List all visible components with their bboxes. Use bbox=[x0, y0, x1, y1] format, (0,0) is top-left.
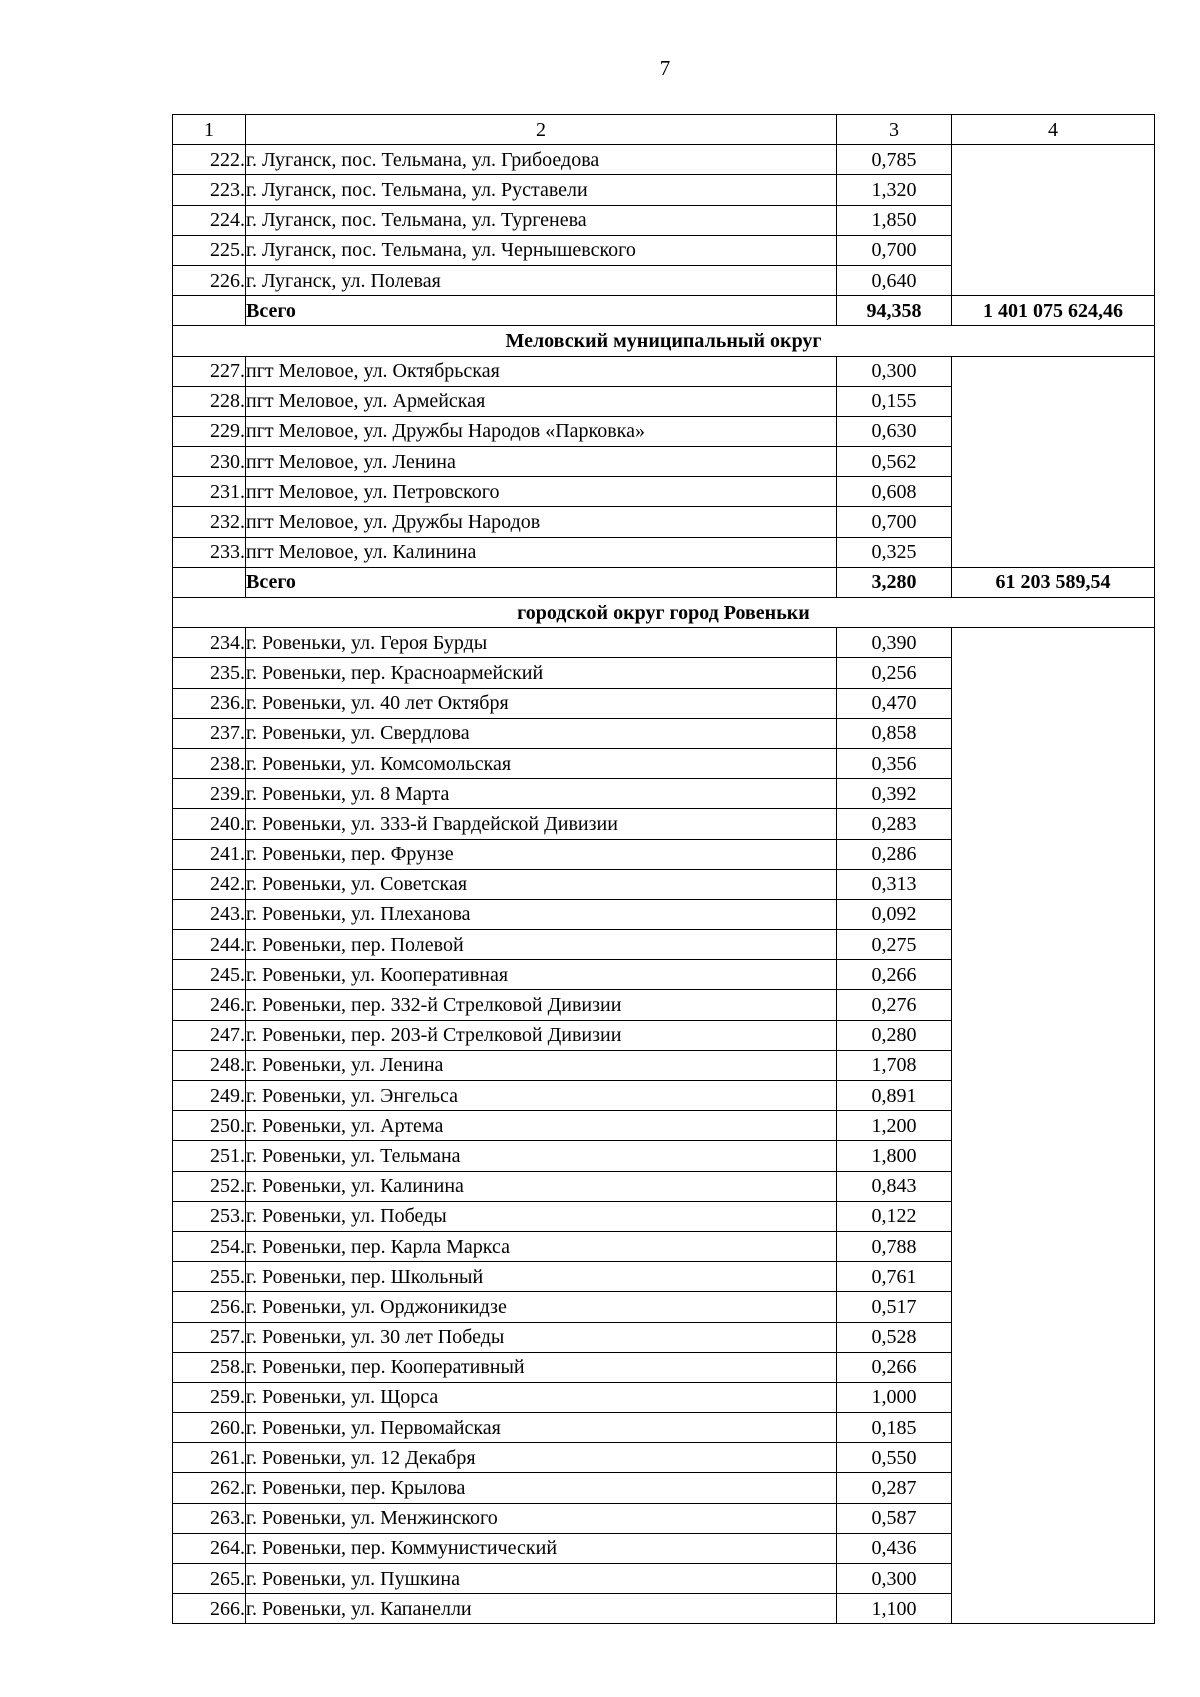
row-number: 262. bbox=[173, 1473, 246, 1503]
row-number: 229. bbox=[173, 416, 246, 446]
row-number: 242. bbox=[173, 869, 246, 899]
row-number: 264. bbox=[173, 1533, 246, 1563]
road-name: г. Ровеньки, ул. Калинина bbox=[246, 1171, 837, 1201]
row-number: 245. bbox=[173, 960, 246, 990]
total-row bbox=[173, 567, 1155, 597]
road-length: 0,313 bbox=[837, 869, 952, 899]
road-length: 0,276 bbox=[837, 990, 952, 1020]
row-number: 266. bbox=[173, 1594, 246, 1624]
block-sum-cell bbox=[952, 628, 1155, 1624]
road-length: 0,562 bbox=[837, 447, 952, 477]
road-length: 1,708 bbox=[837, 1050, 952, 1080]
total-number-empty bbox=[173, 296, 246, 326]
road-length: 0,608 bbox=[837, 477, 952, 507]
road-length: 0,283 bbox=[837, 809, 952, 839]
row-number: 225. bbox=[173, 235, 246, 265]
road-length: 0,275 bbox=[837, 930, 952, 960]
total-sum: 1 401 075 624,46 bbox=[952, 296, 1155, 326]
road-length: 0,700 bbox=[837, 235, 952, 265]
road-name: пгт Меловое, ул. Калинина bbox=[246, 537, 837, 567]
road-length: 0,256 bbox=[837, 658, 952, 688]
row-number: 256. bbox=[173, 1292, 246, 1322]
road-name: г. Ровеньки, ул. 8 Марта bbox=[246, 779, 837, 809]
road-name: г. Ровеньки, ул. Первомайская bbox=[246, 1413, 837, 1443]
row-number: 258. bbox=[173, 1352, 246, 1382]
row-number: 236. bbox=[173, 688, 246, 718]
row-number: 259. bbox=[173, 1382, 246, 1412]
road-length: 0,630 bbox=[837, 416, 952, 446]
road-length: 0,436 bbox=[837, 1533, 952, 1563]
road-length: 0,761 bbox=[837, 1262, 952, 1292]
column-number-3: 3 bbox=[837, 115, 952, 145]
row-number: 263. bbox=[173, 1503, 246, 1533]
road-name: г. Ровеньки, ул. Пушкина bbox=[246, 1564, 837, 1594]
row-number: 232. bbox=[173, 507, 246, 537]
road-name: пгт Меловое, ул. Дружбы Народов bbox=[246, 507, 837, 537]
road-name: г. Ровеньки, ул. Энгельса bbox=[246, 1081, 837, 1111]
row-number: 265. bbox=[173, 1564, 246, 1594]
row-number: 254. bbox=[173, 1231, 246, 1261]
road-name: г. Ровеньки, ул. Свердлова bbox=[246, 718, 837, 748]
road-name: г. Ровеньки, пер. Фрунзе bbox=[246, 839, 837, 869]
row-number: 249. bbox=[173, 1081, 246, 1111]
column-number-4: 4 bbox=[952, 115, 1155, 145]
section-header-row bbox=[173, 598, 1155, 628]
road-name: г. Ровеньки, ул. Щорса bbox=[246, 1382, 837, 1412]
row-number: 246. bbox=[173, 990, 246, 1020]
road-name: г. Луганск, пос. Тельмана, ул. Грибоедова bbox=[246, 145, 837, 175]
row-number: 238. bbox=[173, 748, 246, 778]
row-number: 235. bbox=[173, 658, 246, 688]
road-name: г. Ровеньки, ул. Ленина bbox=[246, 1050, 837, 1080]
road-length: 0,185 bbox=[837, 1413, 952, 1443]
row-number: 260. bbox=[173, 1413, 246, 1443]
road-name: пгт Меловое, ул. Ленина bbox=[246, 447, 837, 477]
road-name: пгт Меловое, ул. Армейская bbox=[246, 386, 837, 416]
road-name: г. Ровеньки, ул. Комсомольская bbox=[246, 748, 837, 778]
row-number: 228. bbox=[173, 386, 246, 416]
road-length: 0,587 bbox=[837, 1503, 952, 1533]
road-name: г. Ровеньки, пер. 203-й Стрелковой Дивизии bbox=[246, 1020, 837, 1050]
road-name: г. Ровеньки, ул. Капанелли bbox=[246, 1594, 837, 1624]
row-number: 241. bbox=[173, 839, 246, 869]
road-length: 0,300 bbox=[837, 356, 952, 386]
row-number: 261. bbox=[173, 1443, 246, 1473]
road-name: г. Ровеньки, ул. Орджоникидзе bbox=[246, 1292, 837, 1322]
block-sum-cell bbox=[952, 145, 1155, 296]
road-name: г. Ровеньки, ул. Советская bbox=[246, 869, 837, 899]
road-length: 0,280 bbox=[837, 1020, 952, 1050]
total-sum: 61 203 589,54 bbox=[952, 567, 1155, 597]
road-name: г. Ровеньки, ул. Тельмана bbox=[246, 1141, 837, 1171]
total-length: 3,280 bbox=[837, 567, 952, 597]
road-length: 0,325 bbox=[837, 537, 952, 567]
road-length: 0,287 bbox=[837, 1473, 952, 1503]
road-name: г. Ровеньки, ул. Героя Бурды bbox=[246, 628, 837, 658]
road-name: г. Ровеньки, пер. Крылова bbox=[246, 1473, 837, 1503]
road-length: 0,300 bbox=[837, 1564, 952, 1594]
road-length: 0,470 bbox=[837, 688, 952, 718]
row-number: 257. bbox=[173, 1322, 246, 1352]
road-name: г. Ровеньки, пер. 332-й Стрелковой Дивизии bbox=[246, 990, 837, 1020]
road-name: г. Ровеньки, пер. Красноармейский bbox=[246, 658, 837, 688]
road-name: г. Ровеньки, ул. 30 лет Победы bbox=[246, 1322, 837, 1352]
road-length: 0,155 bbox=[837, 386, 952, 416]
row-number: 252. bbox=[173, 1171, 246, 1201]
road-length: 0,788 bbox=[837, 1231, 952, 1261]
row-number: 240. bbox=[173, 809, 246, 839]
road-length: 1,100 bbox=[837, 1594, 952, 1624]
row-number: 251. bbox=[173, 1141, 246, 1171]
road-length: 1,800 bbox=[837, 1141, 952, 1171]
table-row bbox=[173, 356, 1155, 386]
road-name: г. Луганск, пос. Тельмана, ул. Руставели bbox=[246, 175, 837, 205]
road-length: 0,286 bbox=[837, 839, 952, 869]
column-number-2: 2 bbox=[246, 115, 837, 145]
road-name: г. Луганск, пос. Тельмана, ул. Чернышевского bbox=[246, 235, 837, 265]
road-length: 0,843 bbox=[837, 1171, 952, 1201]
road-name: г. Ровеньки, ул. 333-й Гвардейской Дивизии bbox=[246, 809, 837, 839]
road-length: 0,891 bbox=[837, 1081, 952, 1111]
road-length: 0,700 bbox=[837, 507, 952, 537]
section-title: Меловский муниципальный округ bbox=[173, 326, 1155, 356]
road-name: пгт Меловое, ул. Октябрьская bbox=[246, 356, 837, 386]
row-number: 237. bbox=[173, 718, 246, 748]
road-name: г. Ровеньки, ул. Плеханова bbox=[246, 899, 837, 929]
table-row bbox=[173, 145, 1155, 175]
road-length: 0,528 bbox=[837, 1322, 952, 1352]
road-length: 1,850 bbox=[837, 205, 952, 235]
block-sum-cell bbox=[952, 356, 1155, 567]
column-number-row bbox=[173, 115, 1155, 145]
road-length: 1,320 bbox=[837, 175, 952, 205]
road-name: г. Ровеньки, ул. 40 лет Октября bbox=[246, 688, 837, 718]
road-length: 0,858 bbox=[837, 718, 952, 748]
road-name: г. Ровеньки, ул. Артема bbox=[246, 1111, 837, 1141]
section-header-row bbox=[173, 326, 1155, 356]
road-length: 0,640 bbox=[837, 265, 952, 295]
total-label: Всего bbox=[246, 296, 837, 326]
road-length: 0,392 bbox=[837, 779, 952, 809]
road-length: 0,092 bbox=[837, 899, 952, 929]
road-name: пгт Меловое, ул. Дружбы Народов «Парковка» bbox=[246, 416, 837, 446]
road-name: г. Луганск, ул. Полевая bbox=[246, 265, 837, 295]
row-number: 250. bbox=[173, 1111, 246, 1141]
row-number: 239. bbox=[173, 779, 246, 809]
road-length: 0,266 bbox=[837, 1352, 952, 1382]
row-number: 244. bbox=[173, 930, 246, 960]
road-length: 1,200 bbox=[837, 1111, 952, 1141]
row-number: 234. bbox=[173, 628, 246, 658]
road-name: г. Ровеньки, ул. Кооперативная bbox=[246, 960, 837, 990]
road-length: 0,390 bbox=[837, 628, 952, 658]
total-length: 94,358 bbox=[837, 296, 952, 326]
road-name: г. Ровеньки, пер. Полевой bbox=[246, 930, 837, 960]
total-number-empty bbox=[173, 567, 246, 597]
road-name: г. Ровеньки, ул. 12 Декабря bbox=[246, 1443, 837, 1473]
row-number: 248. bbox=[173, 1050, 246, 1080]
road-length: 0,266 bbox=[837, 960, 952, 990]
table-row bbox=[173, 628, 1155, 658]
row-number: 247. bbox=[173, 1020, 246, 1050]
total-row bbox=[173, 296, 1155, 326]
road-name: г. Ровеньки, пер. Школьный bbox=[246, 1262, 837, 1292]
road-name: г. Ровеньки, ул. Менжинского bbox=[246, 1503, 837, 1533]
row-number: 231. bbox=[173, 477, 246, 507]
row-number: 230. bbox=[173, 447, 246, 477]
row-number: 255. bbox=[173, 1262, 246, 1292]
road-length: 0,356 bbox=[837, 748, 952, 778]
row-number: 224. bbox=[173, 205, 246, 235]
road-length: 0,122 bbox=[837, 1201, 952, 1231]
road-length: 0,517 bbox=[837, 1292, 952, 1322]
road-name: г. Ровеньки, пер. Карла Маркса bbox=[246, 1231, 837, 1261]
table-body bbox=[173, 115, 1155, 1624]
page-number: 7 bbox=[659, 56, 671, 80]
row-number: 233. bbox=[173, 537, 246, 567]
row-number: 226. bbox=[173, 265, 246, 295]
row-number: 222. bbox=[173, 145, 246, 175]
road-length: 0,550 bbox=[837, 1443, 952, 1473]
row-number: 227. bbox=[173, 356, 246, 386]
road-name: г. Ровеньки, ул. Победы bbox=[246, 1201, 837, 1231]
row-number: 223. bbox=[173, 175, 246, 205]
road-length: 1,000 bbox=[837, 1382, 952, 1412]
road-name: г. Луганск, пос. Тельмана, ул. Тургенева bbox=[246, 205, 837, 235]
row-number: 253. bbox=[173, 1201, 246, 1231]
road-length: 0,785 bbox=[837, 145, 952, 175]
row-number: 243. bbox=[173, 899, 246, 929]
road-name: г. Ровеньки, пер. Кооперативный bbox=[246, 1352, 837, 1382]
road-list-table bbox=[172, 114, 1155, 1624]
total-label: Всего bbox=[246, 567, 837, 597]
road-name: г. Ровеньки, пер. Коммунистический bbox=[246, 1533, 837, 1563]
road-name: пгт Меловое, ул. Петровского bbox=[246, 477, 837, 507]
section-title: городской округ город Ровеньки bbox=[173, 598, 1155, 628]
column-number-1: 1 bbox=[173, 115, 246, 145]
